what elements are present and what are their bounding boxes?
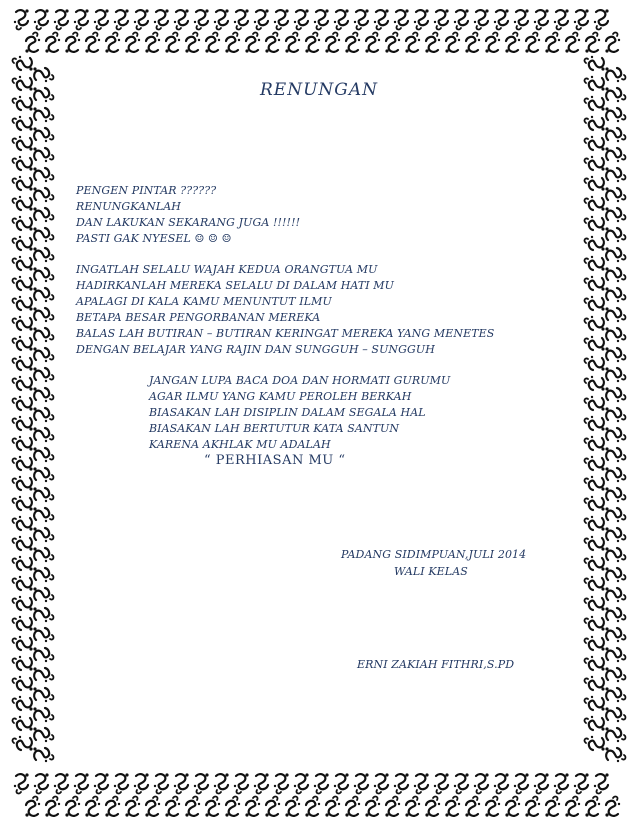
border-flourish bbox=[605, 207, 625, 222]
border-flourish bbox=[34, 9, 49, 29]
signature-name: ERNI ZAKIAH FITHRI,S.PD bbox=[357, 658, 515, 671]
border-flourish bbox=[33, 167, 53, 182]
border-flourish bbox=[94, 9, 109, 29]
border-flourish bbox=[585, 516, 605, 531]
border-flourish bbox=[145, 797, 160, 817]
border-flourish bbox=[114, 9, 129, 29]
border-flourish bbox=[13, 296, 33, 311]
border-flourish bbox=[33, 667, 53, 682]
border-flourish bbox=[414, 773, 429, 793]
border-flourish bbox=[605, 147, 625, 162]
border-flourish bbox=[74, 773, 89, 793]
border-flourish bbox=[585, 416, 605, 431]
border-flourish bbox=[13, 556, 33, 571]
border-flourish bbox=[465, 33, 480, 53]
border-flourish bbox=[234, 773, 249, 793]
border-flourish bbox=[13, 456, 33, 471]
block3-line-2: AGAR ILMU YANG KAMU PEROLEH BERKAH bbox=[149, 390, 412, 403]
border-flourish bbox=[33, 187, 53, 202]
border-flourish bbox=[74, 9, 89, 29]
border-flourish bbox=[33, 127, 53, 142]
border-flourish bbox=[505, 797, 520, 817]
border-flourish bbox=[605, 627, 625, 642]
border-flourish bbox=[13, 256, 33, 271]
border-flourish bbox=[365, 797, 380, 817]
border-flourish bbox=[294, 9, 309, 29]
border-flourish bbox=[13, 156, 33, 171]
border-flourish bbox=[13, 476, 33, 491]
border-flourish bbox=[33, 607, 53, 622]
border-flourish bbox=[33, 347, 53, 362]
place-date: PADANG SIDIMPUAN,JULI 2014 bbox=[341, 548, 527, 561]
border-flourish bbox=[165, 797, 180, 817]
border-flourish bbox=[474, 773, 489, 793]
border-flourish bbox=[185, 797, 200, 817]
border-flourish bbox=[33, 687, 53, 702]
block1-line-1: PENGEN PINTAR ?????? bbox=[76, 184, 217, 197]
border-flourish bbox=[274, 773, 289, 793]
border-flourish bbox=[605, 167, 625, 182]
border-flourish bbox=[314, 773, 329, 793]
border-flourish bbox=[585, 236, 605, 251]
border-flourish bbox=[13, 196, 33, 211]
border-flourish bbox=[13, 356, 33, 371]
block2-line-6: DENGAN BELAJAR YANG RAJIN DAN SUNGGUH – SUNGGUH bbox=[76, 343, 435, 356]
border-flourish bbox=[594, 773, 609, 793]
border-flourish bbox=[505, 33, 520, 53]
border-flourish bbox=[545, 33, 560, 53]
border-flourish bbox=[274, 9, 289, 29]
border-flourish bbox=[605, 607, 625, 622]
border-flourish bbox=[33, 567, 53, 582]
border-flourish bbox=[33, 387, 53, 402]
border-flourish bbox=[294, 773, 309, 793]
border-flourish bbox=[13, 596, 33, 611]
border-flourish bbox=[585, 176, 605, 191]
border-flourish bbox=[605, 547, 625, 562]
border-flourish bbox=[585, 216, 605, 231]
border-flourish bbox=[585, 56, 605, 71]
border-flourish bbox=[454, 9, 469, 29]
border-flourish bbox=[585, 276, 605, 291]
border-flourish bbox=[334, 773, 349, 793]
border-flourish bbox=[605, 507, 625, 522]
border-flourish bbox=[214, 9, 229, 29]
border-flourish bbox=[33, 547, 53, 562]
border-flourish bbox=[33, 507, 53, 522]
border-flourish bbox=[585, 596, 605, 611]
border-flourish bbox=[605, 267, 625, 282]
block3-line-1: JANGAN LUPA BACA DOA DAN HORMATI GURUMU bbox=[149, 374, 451, 387]
border-flourish bbox=[13, 536, 33, 551]
border-flourish bbox=[33, 487, 53, 502]
border-flourish bbox=[245, 797, 260, 817]
border-flourish bbox=[605, 407, 625, 422]
border-flourish bbox=[605, 107, 625, 122]
border-flourish bbox=[325, 33, 340, 53]
border-flourish bbox=[205, 33, 220, 53]
border-flourish bbox=[485, 797, 500, 817]
highlight-phrase: “ PERHIASAN MU “ bbox=[204, 453, 346, 468]
border-flourish bbox=[13, 716, 33, 731]
border-flourish bbox=[605, 687, 625, 702]
border-flourish bbox=[33, 707, 53, 722]
block2-line-2: HADIRKANLAH MEREKA SELALU DI DALAM HATI MU bbox=[76, 279, 395, 292]
border-flourish bbox=[465, 797, 480, 817]
border-flourish bbox=[33, 367, 53, 382]
border-flourish bbox=[565, 797, 580, 817]
border-flourish bbox=[33, 747, 53, 762]
border-flourish bbox=[94, 773, 109, 793]
border-flourish bbox=[174, 773, 189, 793]
border-flourish bbox=[334, 9, 349, 29]
border-flourish bbox=[13, 176, 33, 191]
border-flourish bbox=[605, 427, 625, 442]
border-flourish bbox=[585, 256, 605, 271]
border-flourish bbox=[605, 727, 625, 742]
border-flourish bbox=[374, 773, 389, 793]
border-flourish bbox=[585, 696, 605, 711]
border-flourish bbox=[13, 436, 33, 451]
border-flourish bbox=[605, 387, 625, 402]
border-flourish bbox=[585, 496, 605, 511]
border-flourish bbox=[225, 797, 240, 817]
border-flourish bbox=[13, 336, 33, 351]
border-flourish bbox=[585, 196, 605, 211]
border-flourish bbox=[285, 797, 300, 817]
border-flourish bbox=[174, 9, 189, 29]
border-flourish bbox=[414, 9, 429, 29]
border-flourish bbox=[585, 616, 605, 631]
border-flourish bbox=[605, 127, 625, 142]
border-flourish bbox=[605, 487, 625, 502]
border-flourish bbox=[605, 347, 625, 362]
border-flourish bbox=[13, 376, 33, 391]
border-flourish bbox=[585, 556, 605, 571]
border-flourish bbox=[405, 797, 420, 817]
border-flourish bbox=[105, 33, 120, 53]
border-flourish bbox=[33, 427, 53, 442]
border-flourish bbox=[365, 33, 380, 53]
border-flourish bbox=[525, 33, 540, 53]
border-flourish bbox=[514, 9, 529, 29]
border-flourish bbox=[265, 797, 280, 817]
border-flourish bbox=[534, 773, 549, 793]
border-flourish bbox=[605, 667, 625, 682]
border-flourish bbox=[13, 416, 33, 431]
border-flourish bbox=[33, 307, 53, 322]
block2-line-3: APALAGI DI KALA KAMU MENUNTUT ILMU bbox=[76, 295, 332, 308]
border-flourish bbox=[33, 647, 53, 662]
border-flourish bbox=[33, 327, 53, 342]
border-flourish bbox=[605, 587, 625, 602]
border-flourish bbox=[445, 33, 460, 53]
border-flourish bbox=[65, 797, 80, 817]
border-flourish bbox=[574, 773, 589, 793]
border-flourish bbox=[214, 773, 229, 793]
border-flourish bbox=[585, 116, 605, 131]
border-flourish bbox=[234, 9, 249, 29]
border-flourish bbox=[54, 9, 69, 29]
border-flourish bbox=[605, 327, 625, 342]
block3-line-4: BIASAKAN LAH BERTUTUR KATA SANTUN bbox=[149, 422, 400, 435]
border-flourish bbox=[314, 9, 329, 29]
border-flourish bbox=[13, 216, 33, 231]
border-flourish bbox=[225, 33, 240, 53]
border-flourish bbox=[485, 33, 500, 53]
border-flourish bbox=[245, 33, 260, 53]
border-flourish bbox=[585, 636, 605, 651]
block1-line-3: DAN LAKUKAN SEKARANG JUGA !!!!!! bbox=[76, 216, 301, 229]
border-flourish bbox=[585, 736, 605, 751]
border-flourish bbox=[585, 356, 605, 371]
border-flourish bbox=[33, 587, 53, 602]
border-flourish bbox=[585, 456, 605, 471]
border-flourish bbox=[33, 447, 53, 462]
border-flourish bbox=[554, 9, 569, 29]
border-flourish bbox=[33, 527, 53, 542]
border-flourish bbox=[13, 676, 33, 691]
border-flourish bbox=[605, 187, 625, 202]
border-flourish bbox=[345, 33, 360, 53]
border-flourish bbox=[33, 147, 53, 162]
block1-line-4: PASTI GAK NYESEL ☺ ☺ ☺ bbox=[76, 232, 232, 245]
border-flourish bbox=[254, 9, 269, 29]
border-flourish bbox=[14, 773, 29, 793]
border-flourish bbox=[585, 797, 600, 817]
border-flourish bbox=[605, 447, 625, 462]
border-flourish bbox=[65, 33, 80, 53]
border-flourish bbox=[585, 396, 605, 411]
border-flourish bbox=[154, 9, 169, 29]
border-flourish bbox=[394, 773, 409, 793]
border-flourish bbox=[494, 773, 509, 793]
border-flourish bbox=[345, 797, 360, 817]
role-label: WALI KELAS bbox=[394, 565, 468, 578]
border-flourish bbox=[194, 773, 209, 793]
border-flourish bbox=[605, 367, 625, 382]
block1-line-2: RENUNGKANLAH bbox=[76, 200, 182, 213]
border-flourish bbox=[34, 773, 49, 793]
border-flourish bbox=[585, 656, 605, 671]
border-flourish bbox=[13, 316, 33, 331]
border-flourish bbox=[13, 576, 33, 591]
border-flourish bbox=[25, 33, 40, 53]
border-flourish bbox=[185, 33, 200, 53]
border-flourish bbox=[13, 116, 33, 131]
border-flourish bbox=[445, 797, 460, 817]
border-flourish bbox=[285, 33, 300, 53]
border-flourish bbox=[134, 773, 149, 793]
border-flourish bbox=[54, 773, 69, 793]
border-flourish bbox=[25, 797, 40, 817]
border-flourish bbox=[33, 287, 53, 302]
border-flourish bbox=[13, 656, 33, 671]
border-flourish bbox=[105, 797, 120, 817]
border-flourish bbox=[13, 396, 33, 411]
border-flourish bbox=[514, 773, 529, 793]
border-flourish bbox=[585, 536, 605, 551]
block3-line-3: BIASAKAN LAH DISIPLIN DALAM SEGALA HAL bbox=[149, 406, 426, 419]
border-flourish bbox=[33, 727, 53, 742]
border-flourish bbox=[434, 9, 449, 29]
border-flourish bbox=[45, 797, 60, 817]
border-flourish bbox=[585, 316, 605, 331]
border-flourish bbox=[434, 773, 449, 793]
block3-line-5: KARENA AKHLAK MU ADALAH bbox=[149, 438, 331, 451]
border-flourish bbox=[525, 797, 540, 817]
border-flourish bbox=[13, 696, 33, 711]
border-flourish bbox=[354, 9, 369, 29]
border-flourish bbox=[13, 496, 33, 511]
border-flourish bbox=[205, 797, 220, 817]
border-flourish bbox=[605, 227, 625, 242]
border-flourish bbox=[545, 797, 560, 817]
border-flourish bbox=[45, 33, 60, 53]
border-flourish bbox=[585, 33, 600, 53]
border-flourish bbox=[154, 773, 169, 793]
border-flourish bbox=[33, 467, 53, 482]
border-flourish bbox=[454, 773, 469, 793]
border-flourish bbox=[33, 207, 53, 222]
border-flourish bbox=[33, 407, 53, 422]
border-flourish bbox=[325, 797, 340, 817]
border-flourish bbox=[14, 9, 29, 29]
border-flourish bbox=[13, 276, 33, 291]
border-flourish bbox=[594, 9, 609, 29]
border-flourish bbox=[565, 33, 580, 53]
border-flourish bbox=[585, 156, 605, 171]
border-flourish bbox=[165, 33, 180, 53]
border-flourish bbox=[354, 773, 369, 793]
border-flourish bbox=[585, 336, 605, 351]
border-flourish bbox=[585, 716, 605, 731]
border-flourish bbox=[385, 797, 400, 817]
page-title: RENUNGAN bbox=[259, 80, 379, 100]
border-flourish bbox=[534, 9, 549, 29]
border-flourish bbox=[13, 56, 33, 71]
border-flourish bbox=[374, 9, 389, 29]
border-flourish bbox=[605, 567, 625, 582]
border-flourish bbox=[13, 136, 33, 151]
block2-line-1: INGATLAH SELALU WAJAH KEDUA ORANGTUA MU bbox=[76, 263, 378, 276]
border-flourish bbox=[85, 797, 100, 817]
border-flourish bbox=[605, 647, 625, 662]
border-flourish bbox=[585, 436, 605, 451]
border-flourish bbox=[605, 527, 625, 542]
border-flourish bbox=[125, 797, 140, 817]
border-flourish bbox=[585, 676, 605, 691]
border-flourish bbox=[33, 227, 53, 242]
border-flourish bbox=[585, 576, 605, 591]
border-flourish bbox=[585, 296, 605, 311]
border-flourish bbox=[13, 516, 33, 531]
border-flourish bbox=[33, 267, 53, 282]
border-flourish bbox=[605, 287, 625, 302]
border-flourish bbox=[33, 627, 53, 642]
border-flourish bbox=[474, 9, 489, 29]
border-flourish bbox=[145, 33, 160, 53]
border-flourish bbox=[33, 107, 53, 122]
border-flourish bbox=[33, 247, 53, 262]
border-flourish bbox=[385, 33, 400, 53]
border-flourish bbox=[605, 797, 620, 817]
border-flourish bbox=[13, 616, 33, 631]
block2-line-4: BETAPA BESAR PENGORBANAN MEREKA bbox=[76, 311, 321, 324]
border-flourish bbox=[494, 9, 509, 29]
border-flourish bbox=[305, 797, 320, 817]
border-flourish bbox=[605, 247, 625, 262]
border-flourish bbox=[605, 467, 625, 482]
border-flourish bbox=[394, 9, 409, 29]
border-flourish bbox=[425, 33, 440, 53]
border-flourish bbox=[13, 636, 33, 651]
border-flourish bbox=[585, 136, 605, 151]
border-flourish bbox=[265, 33, 280, 53]
border-flourish bbox=[605, 33, 620, 53]
border-flourish bbox=[605, 747, 625, 762]
border-flourish bbox=[125, 33, 140, 53]
block2-line-5: BALAS LAH BUTIRAN – BUTIRAN KERINGAT MEREKA YANG MENETES bbox=[76, 327, 495, 340]
border-flourish bbox=[13, 236, 33, 251]
border-flourish bbox=[574, 9, 589, 29]
border-flourish bbox=[585, 376, 605, 391]
border-flourish bbox=[305, 33, 320, 53]
border-flourish bbox=[605, 307, 625, 322]
border-flourish bbox=[194, 9, 209, 29]
border-flourish bbox=[425, 797, 440, 817]
border-flourish bbox=[605, 707, 625, 722]
border-flourish bbox=[13, 736, 33, 751]
border-flourish bbox=[85, 33, 100, 53]
border-flourish bbox=[114, 773, 129, 793]
border-flourish bbox=[405, 33, 420, 53]
border-flourish bbox=[554, 773, 569, 793]
border-flourish bbox=[134, 9, 149, 29]
border-flourish bbox=[585, 476, 605, 491]
border-flourish bbox=[254, 773, 269, 793]
